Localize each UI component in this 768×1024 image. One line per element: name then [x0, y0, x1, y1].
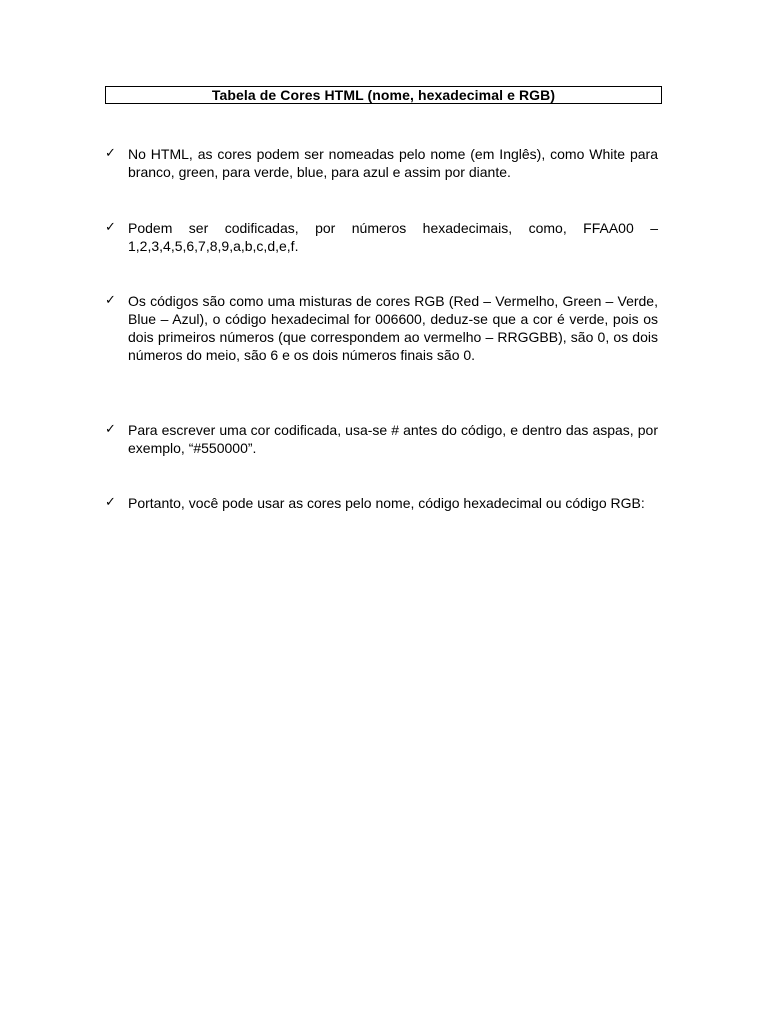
- list-item: [105, 219, 658, 255]
- list-item: [105, 292, 658, 364]
- list-item-text: Os códigos são como uma misturas de cores RGB (Red – Vermelho, Green – Verde, Blue – Azul), o código hexadecimal for 006600, deduz-se que a cor é verde, pois os dois primeiros números (que correspondem ao vermelho – RRGGBB), são 0, os dois números do meio, são 6 e os dois números finais são 0.: [128, 293, 658, 363]
- check-mark-icon: ✓: [105, 495, 116, 510]
- check-mark-icon: ✓: [105, 146, 116, 161]
- page-title: Tabela de Cores HTML (nome, hexadecimal e RGB): [211, 87, 556, 103]
- list-item-text: Podem ser codificadas, por números hexadecimais, como, FFAA00 – 1,2,3,4,5,6,7,8,9,a,b,c,d,e,f.: [128, 220, 658, 254]
- list-item-text: Portanto, você pode usar as cores pelo nome, código hexadecimal ou código RGB:: [128, 495, 645, 511]
- title-box: [105, 86, 662, 104]
- list-item-text: No HTML, as cores podem ser nomeadas pelo nome (em Inglês), como White para branco, green, para verde, blue, para azul e assim por diante.: [128, 146, 658, 180]
- check-mark-icon: ✓: [105, 293, 116, 308]
- check-mark-icon: ✓: [105, 422, 116, 437]
- list-item: [105, 494, 658, 512]
- list-item: [105, 421, 658, 457]
- list-item: [105, 145, 658, 181]
- check-mark-icon: ✓: [105, 220, 116, 235]
- list-item-text: Para escrever uma cor codificada, usa-se # antes do código, e dentro das aspas, por exemplo, “#550000”.: [128, 422, 658, 456]
